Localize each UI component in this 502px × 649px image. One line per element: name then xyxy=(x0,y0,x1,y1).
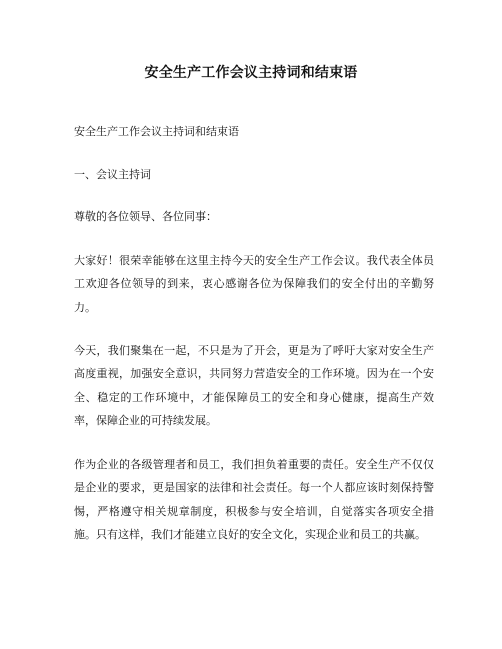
paragraph-1: 大家好！很荣幸能够在这里主持今天的安全生产工作会议。我代表全体员工欢迎各位领导的到来，衷心感谢各位为保障我们的安全付出的辛勤努力。 xyxy=(74,254,434,314)
salutation: 尊敬的各位领导、各位同事： xyxy=(74,210,217,223)
paragraph-3: 作为企业的各级管理者和员工，我们担负着重要的责任。安全生产不仅仅是企业的要求，更是国家的法律和社会责任。每一个人都应该时刻保持警惕，严格遵守相关规章制度，积极参与安全培训，自觉落实各项安全措施。只有这样，我们才能建立良好的安全文化，实现企业和员工的共赢。 xyxy=(74,458,434,541)
document-title: 安全生产工作会议主持词和结束语 xyxy=(144,65,358,81)
document-subtitle: 安全生产工作会议主持词和结束语 xyxy=(74,125,239,138)
paragraph-2: 今天，我们聚集在一起，不只是为了开会，更是为了呼吁大家对安全生产高度重视，加强安全意识，共同努力营造安全的工作环境。因为在一个安全、稳定的工作环境中，才能保障员工的安全和身心健康，提高生产效率，保障企业的可持续发展。 xyxy=(74,344,434,427)
section-heading: 一、会议主持词 xyxy=(74,168,151,181)
